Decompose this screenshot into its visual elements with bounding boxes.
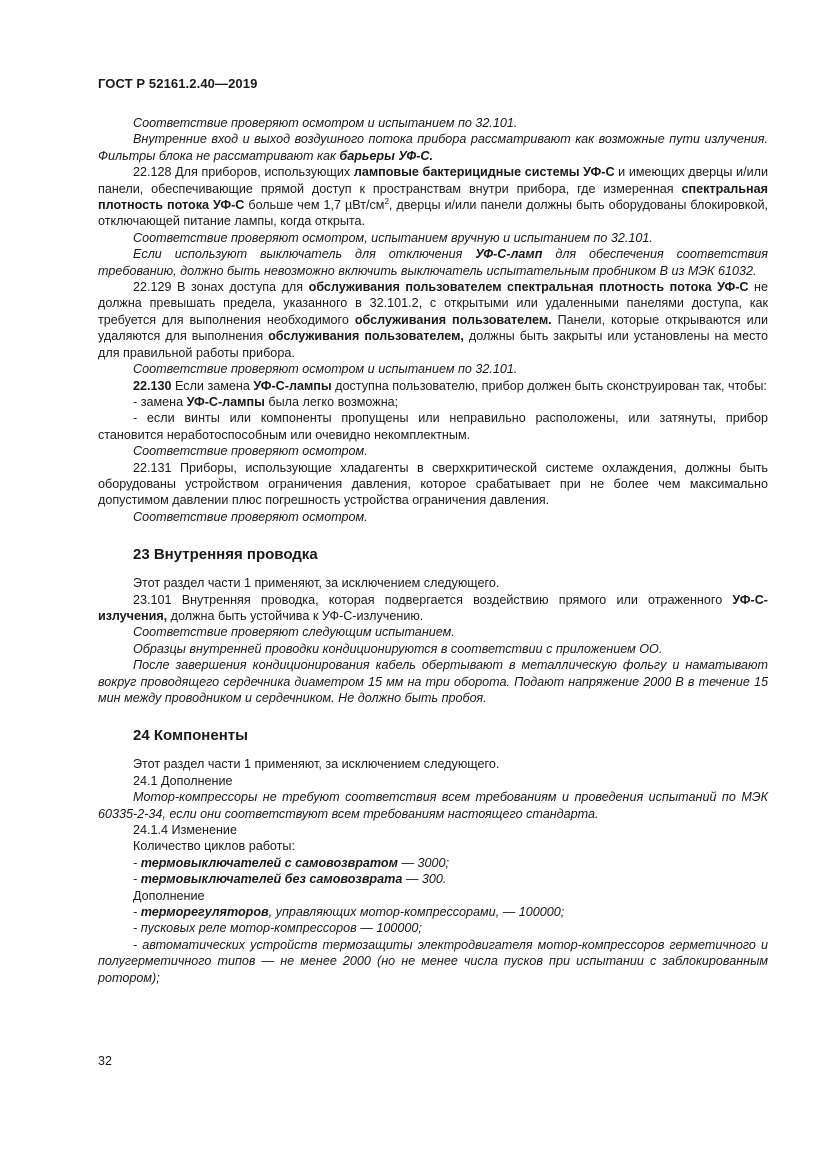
paragraph: Соответствие проверяют осмотром и испытанием по 32.101.	[133, 116, 518, 130]
list-item: - термовыключателей с самовозвратом — 3000;	[133, 855, 450, 870]
paragraph-23-101: 23.101 Внутренняя проводка, которая подвергается воздействию прямого или отраженного УФ-С-излучения, должна быть устойчива к УФ-С-излучению.	[98, 592, 768, 623]
paragraph: Соответствие проверяют следующим испытанием.	[133, 625, 455, 640]
list-item: - терморегуляторов, управляющих мотор-компрессорами, — 100000;	[133, 905, 565, 920]
paragraph: Внутренние вход и выход воздушного потока прибора рассматривают как возможные пути излучения. Фильтры блока не рассматривают как барьеры УФ-С.	[98, 132, 768, 163]
paragraph: Этот раздел части 1 применяют, за исключением следующего.	[133, 757, 500, 772]
paragraph: Соответствие проверяют осмотром, испытанием вручную и испытанием по 32.101.	[133, 230, 653, 245]
paragraph: Количество циклов работы:	[133, 839, 295, 854]
paragraph-24-1-4: 24.1.4 Изменение	[133, 823, 237, 838]
paragraph: Этот раздел части 1 применяют, за исключением следующего.	[133, 576, 500, 591]
paragraph: Если используют выключатель для отключения УФ-С-ламп для обеспечения соответствия требованию, должно быть невозможно включить выключатель испытательным пробником B из МЭК 61032.	[98, 247, 769, 278]
paragraph-24-1: 24.1 Дополнение	[133, 773, 233, 788]
document-body	[98, 115, 768, 986]
paragraph: Соответствие проверяют осмотром и испытанием по 32.101.	[133, 362, 518, 377]
paragraph: Соответствие проверяют осмотром.	[133, 444, 368, 459]
section-heading-23: 23 Внутренняя проводка	[133, 546, 318, 564]
list-item: - пусковых реле мотор-компрессоров — 100000;	[133, 921, 422, 936]
document-header: ГОСТ Р 52161.2.40—2019	[98, 76, 258, 91]
paragraph-22-131: 22.131 Приборы, использующие хладагенты в сверхкритической системе охлаждения, должны быть оборудованы устройством ограничения давления, которое срабатывает при не более чем максимально допустимом давлении плюс погрешность устройства ограничения давления.	[98, 460, 768, 508]
paragraph: После завершения кондиционирования кабель обертывают в металлическую фольгу и наматывают вокруг проводящего сердечника диаметром 15 мм на три оборота. Подают напряжение 2000 В в течение 15 мин между проводником и сердечником. Не должно быть пробоя.	[98, 658, 768, 705]
list-item: - термовыключателей без самовозврата — 300.	[133, 872, 447, 887]
section-heading-24: 24 Компоненты	[133, 727, 248, 745]
list-item: - замена УФ-С-лампы была легко возможна;	[133, 394, 399, 409]
paragraph: Образцы внутренней проводки кондиционируются в соответствии с приложением ОО.	[133, 641, 663, 656]
paragraph-22-128: 22.128 Для приборов, использующих ламповые бактерицидные системы УФ-С и имеющих дверцы и/или панели, обеспечивающие прямой доступ к пространствам внутри прибора, где измеренная спектральная плотность потока УФ-С больше чем 1,7 µВт/$см^2$, дверцы и/или панели должны быть оборудованы блокировкой, отключающей питание лампы, когда открыта.	[98, 165, 769, 229]
list-item: - автоматических устройств термозащиты электродвигателя мотор-компрессоров герметичного и полугерметичного типов — не менее 2000 (но не менее числа пусков при испытании с заблокированным ротором);	[98, 937, 768, 985]
paragraph: Соответствие проверяют осмотром.	[133, 509, 368, 524]
paragraph-22-130: 22.130 Если замена УФ-С-лампы доступна пользователю, прибор должен быть сконструирован так, чтобы:	[133, 378, 767, 393]
page-number: 32	[98, 1054, 112, 1068]
paragraph: Дополнение	[133, 888, 205, 903]
paragraph: Мотор-компрессоры не требуют соответствия всем требованиям и проведения испытаний по МЭК 60335-2-34, если они соответствуют всем требованиям настоящего стандарта.	[98, 790, 768, 821]
paragraph-22-129: 22.129 В зонах доступа для обслуживания пользователем спектральная плотность потока УФ-С не должна превышать предела, указанного в 32.101.2, с открытыми или удаленными панелями доступа, как требуется для выполнения необходимого обслуживания пользователем. Панели, которые открываются или удаляются для выполнения обслуживания пользователем, должны быть закрыты или установлены на место для правильной работы прибора.	[98, 280, 768, 360]
list-item: - если винты или компоненты пропущены или неправильно расположены, или затянуты, прибор становится неработоспособным или очевидно некомплектным.	[98, 411, 768, 442]
